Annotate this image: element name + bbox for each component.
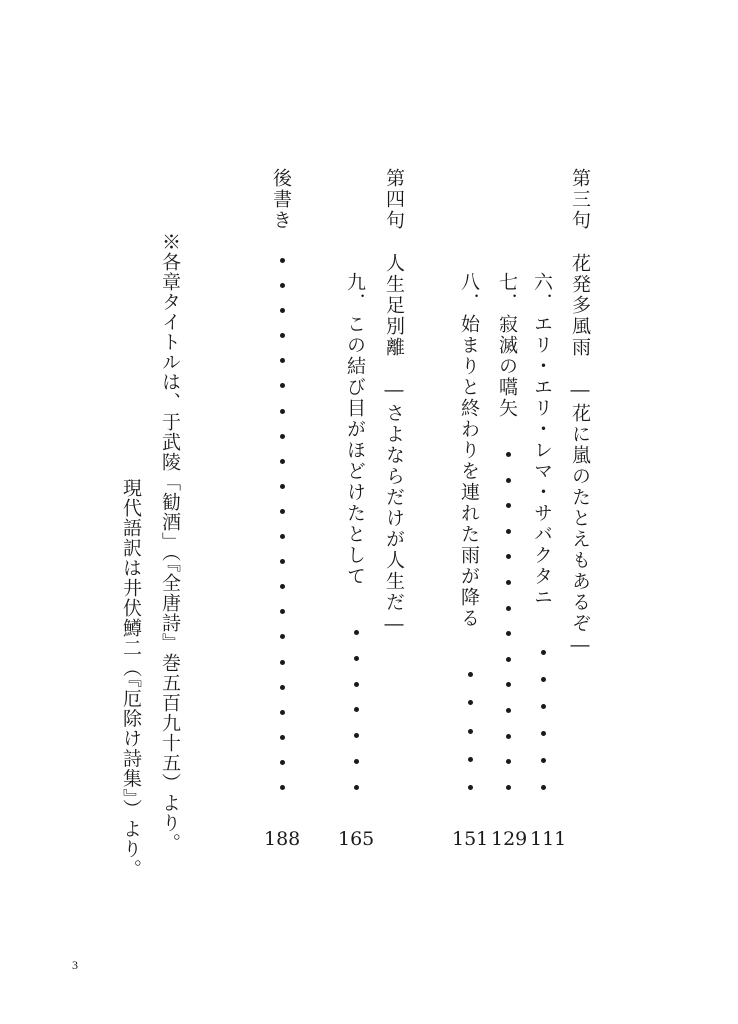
leader-dot bbox=[354, 630, 359, 635]
chapter-6-page: 111 bbox=[530, 828, 567, 850]
leader-dot bbox=[280, 383, 285, 388]
leader-dot bbox=[280, 358, 285, 363]
leader-dot bbox=[354, 733, 359, 738]
part4-title-line bbox=[384, 253, 403, 637]
page-number: 3 bbox=[72, 958, 78, 972]
leader-dot bbox=[468, 700, 473, 705]
leader-dot bbox=[541, 704, 546, 709]
chapter-6-title[interactable]: 六．エリ・エリ・レマ・サバクタニ bbox=[531, 272, 553, 608]
leader-dot bbox=[506, 682, 511, 687]
part4-heading: 第四句 bbox=[383, 168, 405, 231]
leader-dot bbox=[280, 660, 285, 665]
leader-dot bbox=[506, 452, 511, 457]
leader-dot bbox=[280, 409, 285, 414]
leader-dot bbox=[468, 785, 473, 790]
leader-dot bbox=[541, 677, 546, 682]
chapter-7-title[interactable]: 七．寂滅の嚆矢 bbox=[496, 272, 518, 419]
leader-dot bbox=[280, 609, 285, 614]
leader-dot bbox=[280, 509, 285, 514]
leader-dot bbox=[506, 657, 511, 662]
chapter-8-leader bbox=[468, 672, 472, 790]
leader-dot bbox=[280, 534, 285, 539]
leader-dot bbox=[468, 729, 473, 734]
leader-dot bbox=[506, 554, 511, 559]
leader-dot bbox=[280, 283, 285, 288]
part4-title: 人生足別離 bbox=[383, 253, 405, 358]
afterword-title[interactable]: 後書き bbox=[270, 168, 292, 231]
leader-dot bbox=[280, 559, 285, 564]
leader-dot bbox=[506, 631, 511, 636]
leader-dot bbox=[280, 459, 285, 464]
leader-dot bbox=[354, 656, 359, 661]
leader-dot bbox=[280, 434, 285, 439]
leader-dot bbox=[354, 707, 359, 712]
leader-dot bbox=[280, 785, 285, 790]
leader-dot bbox=[354, 785, 359, 790]
leader-dot bbox=[280, 333, 285, 338]
chapter-6-leader bbox=[541, 650, 545, 790]
leader-dot bbox=[506, 708, 511, 713]
leader-dot bbox=[506, 580, 511, 585]
leader-dot bbox=[506, 759, 511, 764]
chapter-9-page: 165 bbox=[338, 828, 375, 850]
leader-dot bbox=[506, 529, 511, 534]
chapter-7-page: 129 bbox=[491, 828, 528, 850]
leader-dot bbox=[354, 682, 359, 687]
leader-dot bbox=[280, 685, 285, 690]
note-source: ※各章タイトルは、于武陵「勧酒」（『全唐詩』巻五百九十五）より。 bbox=[159, 232, 181, 853]
leader-dot bbox=[506, 734, 511, 739]
chapter-9-leader bbox=[354, 630, 358, 790]
note-translation: 現代語訳は井伏鱒二（『厄除け詩集』）より。 bbox=[120, 478, 142, 879]
leader-dot bbox=[541, 731, 546, 736]
leader-dot bbox=[280, 258, 285, 263]
chapter-8-title[interactable]: 八．始まりと終わりを連れた雨が降る bbox=[458, 272, 480, 629]
leader-dot bbox=[541, 758, 546, 763]
leader-dot bbox=[506, 785, 511, 790]
part3-title: 花発多風雨 bbox=[569, 253, 591, 358]
leader-dot bbox=[506, 606, 511, 611]
leader-dot bbox=[280, 710, 285, 715]
chapter-8-page: 151 bbox=[452, 828, 489, 850]
leader-dot bbox=[506, 478, 511, 483]
leader-dot bbox=[468, 672, 473, 677]
leader-dot bbox=[280, 735, 285, 740]
afterword-page: 188 bbox=[264, 828, 301, 850]
leader-dot bbox=[280, 308, 285, 313]
chapter-9-title[interactable]: 九．この結び目がほどけたとして bbox=[344, 272, 366, 587]
leader-dot bbox=[541, 650, 546, 655]
leader-dot bbox=[468, 757, 473, 762]
leader-dot bbox=[354, 759, 359, 764]
part3-heading: 第三句 bbox=[569, 168, 591, 231]
leader-dot bbox=[506, 503, 511, 508]
leader-dot bbox=[280, 484, 285, 489]
leader-dot bbox=[280, 634, 285, 639]
leader-dot bbox=[280, 584, 285, 589]
afterword-leader bbox=[280, 258, 284, 790]
part3-subtitle: ―花に嵐のたとえもあるぞ― bbox=[569, 379, 591, 658]
leader-dot bbox=[541, 785, 546, 790]
part3-title-line bbox=[570, 253, 589, 658]
part4-subtitle: ―さよならだけが人生だ― bbox=[383, 379, 405, 637]
leader-dot bbox=[280, 760, 285, 765]
chapter-7-leader bbox=[506, 452, 510, 790]
